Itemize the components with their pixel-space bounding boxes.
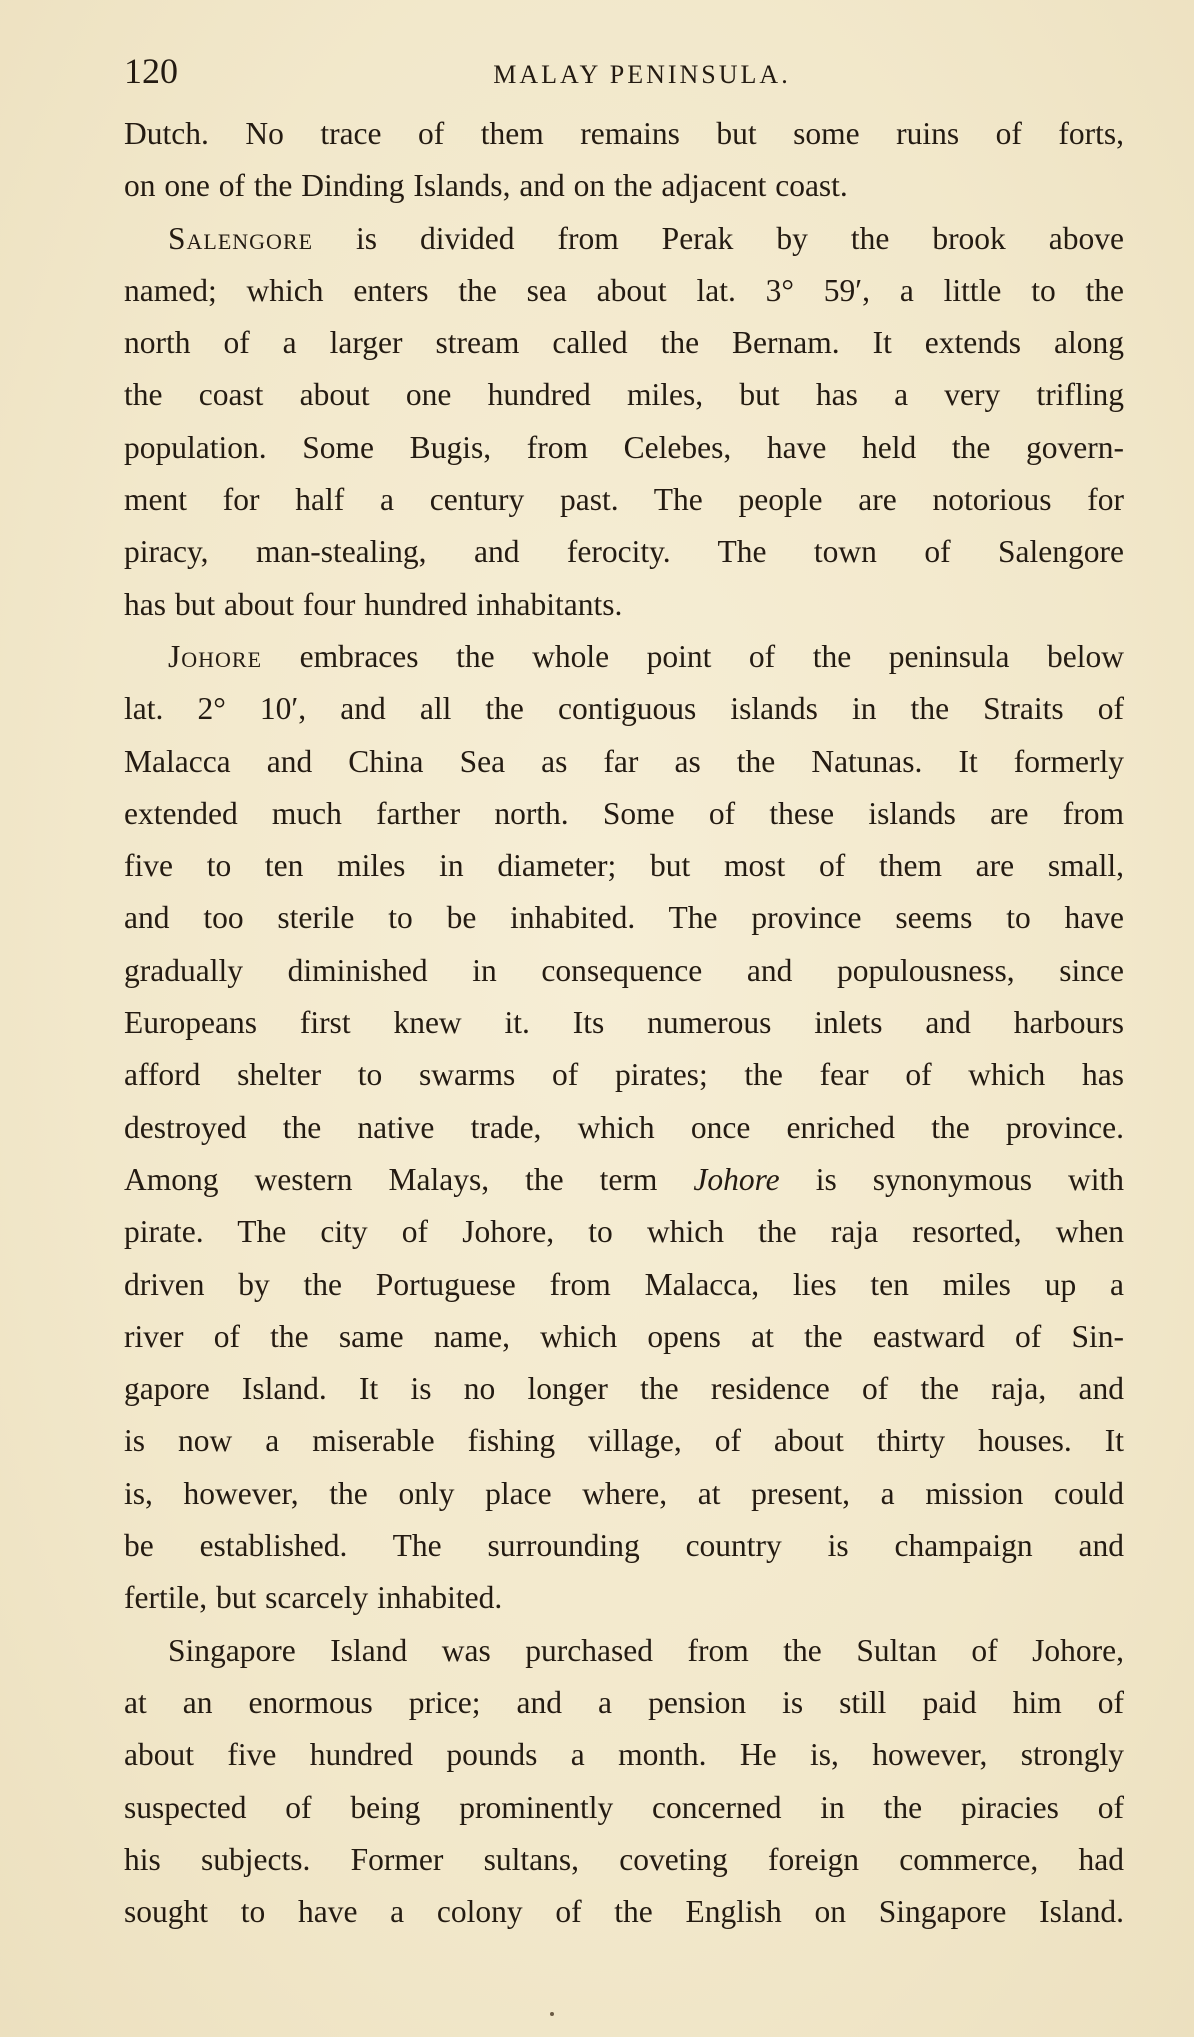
body-text <box>124 108 1124 1938</box>
text-line <box>124 213 1124 265</box>
text-line: pirate. The city of Johore, to which the raja resorted, when <box>124 1214 1124 1250</box>
section-lead-salengore: Salengore <box>168 220 314 256</box>
section-lead-johore: Johore <box>168 638 263 674</box>
text-line: five to ten miles in diameter; but most of them are small, <box>124 848 1124 884</box>
text-line: on one of the Dinding Islands, and on the adjacent coast. <box>124 168 848 204</box>
text-line: Malacca and China Sea as far as the Natunas. It formerly <box>124 743 1124 779</box>
ink-speck <box>550 2012 554 2016</box>
text-line: gapore Island. It is no longer the residence of the raja, and <box>124 1371 1124 1407</box>
text-line: Singapore Island was purchased from the Sultan of Johore, <box>168 1632 1124 1668</box>
text-line: piracy, man-stealing, and ferocity. The town of Salengore <box>124 534 1124 570</box>
text-line: the coast about one hundred miles, but has a very trifling <box>124 377 1124 413</box>
text-line: his subjects. Former sultans, coveting foreign commerce, had <box>124 1841 1124 1877</box>
text-fragment: Among western Malays, the term <box>124 1161 694 1197</box>
page-number: 120 <box>124 51 178 91</box>
text-line: ment for half a century past. The people are notorious for <box>124 482 1124 518</box>
text-fragment: embraces the whole point of the peninsula below <box>262 638 1124 674</box>
paragraph-salengore <box>124 213 1124 631</box>
text-line: population. Some Bugis, from Celebes, have held the govern- <box>124 429 1124 465</box>
paragraph-johore <box>124 631 1124 1625</box>
text-line: suspected of being prominently concerned in the piracies of <box>124 1789 1124 1825</box>
text-line: fertile, but scarcely inhabited. <box>124 1580 503 1616</box>
text-line: destroyed the native trade, which once enriched the province. <box>124 1109 1124 1145</box>
text-line: driven by the Portuguese from Malacca, lies ten miles up a <box>124 1266 1124 1302</box>
text-line: named; which enters the sea about lat. 3° 59′, a little to the <box>124 272 1124 308</box>
text-line: is, however, the only place where, at present, a mission could <box>124 1475 1124 1511</box>
text-line: is now a miserable fishing village, of about thirty houses. It <box>124 1423 1124 1459</box>
text-line: north of a larger stream called the Bernam. It extends along <box>124 325 1124 361</box>
text-fragment: is divided from Perak by the brook above <box>313 220 1124 256</box>
text-line: sought to have a colony of the English on Singapore Island. <box>124 1894 1124 1930</box>
text-line: afford shelter to swarms of pirates; the fear of which has <box>124 1057 1124 1093</box>
text-line: about five hundred pounds a month. He is, however, strongly <box>124 1737 1124 1773</box>
text-line: has but about four hundred inhabitants. <box>124 586 623 622</box>
text-line: lat. 2° 10′, and all the contiguous islands in the Straits of <box>124 691 1124 727</box>
running-head: MALAY PENINSULA. <box>493 60 791 89</box>
italic-term: Johore <box>693 1161 780 1197</box>
paragraph-dutch <box>124 108 1124 213</box>
text-line: at an enormous price; and a pension is still paid him of <box>124 1684 1124 1720</box>
page-header <box>124 46 1120 96</box>
text-line: Dutch. No trace of them remains but some ruins of forts, <box>124 116 1124 151</box>
text-fragment: is synonymous with <box>779 1161 1124 1197</box>
text-line: gradually diminished in consequence and populousness, since <box>124 952 1124 988</box>
text-line: Europeans first knew it. Its numerous inlets and harbours <box>124 1005 1124 1041</box>
text-line: extended much farther north. Some of these islands are from <box>124 795 1124 831</box>
text-line: and too sterile to be inhabited. The province seems to have <box>124 900 1124 936</box>
text-line <box>124 1154 1124 1206</box>
text-line: be established. The surrounding country is champaign and <box>124 1528 1124 1564</box>
text-line: river of the same name, which opens at the eastward of Sin- <box>124 1318 1124 1354</box>
paragraph-singapore <box>124 1625 1124 1939</box>
text-line <box>124 631 1124 683</box>
